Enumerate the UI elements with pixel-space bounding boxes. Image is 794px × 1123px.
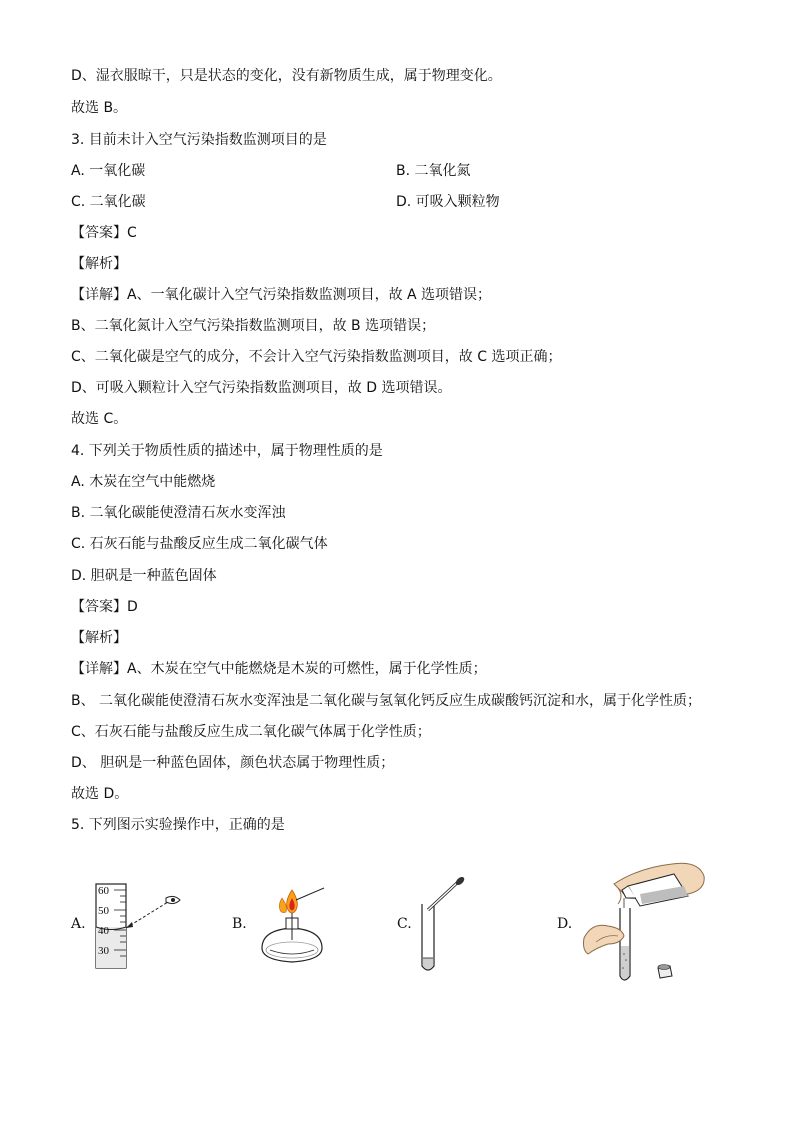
fig-b-label: B. (232, 916, 247, 932)
q4-detail-d: D、 胆矾是一种蓝色固体，颜色状态属于物理性质； (71, 755, 395, 771)
q3-detail-b: B、二氧化氮计入空气污染指数监测项目，故 B 选项错误； (71, 318, 436, 334)
q4-option-d: D. 胆矾是一种蓝色固体 (71, 568, 217, 584)
q4-option-a: A. 木炭在空气中能燃烧 (71, 474, 216, 490)
q4-detail-a: 【详解】A、木炭在空气中能燃烧是木炭的可燃性，属于化学性质； (71, 661, 487, 677)
q3-detail-d: D、可吸入颗粒计入空气污染指数监测项目，故 D 选项错误。 (71, 380, 452, 396)
q4-analysis-heading: 【解析】 (71, 630, 127, 646)
q4-detail-c: C、石灰石能与盐酸反应生成二氧化碳气体属于化学性质； (71, 724, 431, 740)
alcohol-lamp-figure (252, 878, 332, 968)
q3-detail-a: 【详解】A、一氧化碳计入空气污染指数监测项目，故 A 选项错误； (71, 287, 492, 303)
q3-question: 3. 目前未计入空气污染指数监测项目的是 (71, 132, 327, 148)
q4-option-b: B. 二氧化碳能使澄清石灰水变浑浊 (71, 505, 286, 521)
pouring-liquid-figure (578, 850, 718, 990)
q3-option-a: A. 一氧化碳 (71, 163, 146, 179)
q3-option-d: D. 可吸入颗粒物 (396, 194, 500, 210)
q4-question: 4. 下列关于物质性质的描述中，属于物理性质的是 (71, 443, 383, 459)
dropper-test-tube-figure (414, 876, 474, 976)
q3-analysis-heading: 【解析】 (71, 256, 127, 272)
tick-label-60: 60 (98, 885, 109, 897)
q5-question: 5. 下列图示实验操作中，正确的是 (71, 817, 285, 833)
q5-figures (0, 850, 794, 1000)
q4-answer: 【答案】D (71, 599, 138, 615)
q2-option-d-explanation: D、湿衣服晾干，只是状态的变化，没有新物质生成，属于物理变化。 (71, 68, 502, 84)
q3-detail-c: C、二氧化碳是空气的成分，不会计入空气污染指数监测项目，故 C 选项正确； (71, 349, 562, 365)
tick-label-30: 30 (98, 945, 109, 957)
tick-label-50: 50 (98, 905, 109, 917)
graduated-cylinder-figure (92, 880, 192, 970)
q4-detail-b: B、 二氧化碳能使澄清石灰水变浑浊是二氧化碳与氢氧化钙反应生成碳酸钙沉淀和水，属于化学性质； (71, 693, 702, 709)
q3-option-b: B. 二氧化氮 (396, 163, 471, 179)
tick-label-40: 40 (98, 925, 109, 937)
fig-a-label: A. (71, 916, 86, 932)
q2-final-choice: 故选 B。 (71, 100, 128, 116)
fig-d-label: D. (557, 916, 573, 932)
q3-option-c: C. 二氧化碳 (71, 194, 146, 210)
q4-final-choice: 故选 D。 (71, 786, 129, 802)
q3-answer: 【答案】C (71, 225, 137, 241)
q3-final-choice: 故选 C。 (71, 411, 128, 427)
q4-option-c: C. 石灰石能与盐酸反应生成二氧化碳气体 (71, 536, 328, 552)
fig-c-label: C. (397, 916, 412, 932)
